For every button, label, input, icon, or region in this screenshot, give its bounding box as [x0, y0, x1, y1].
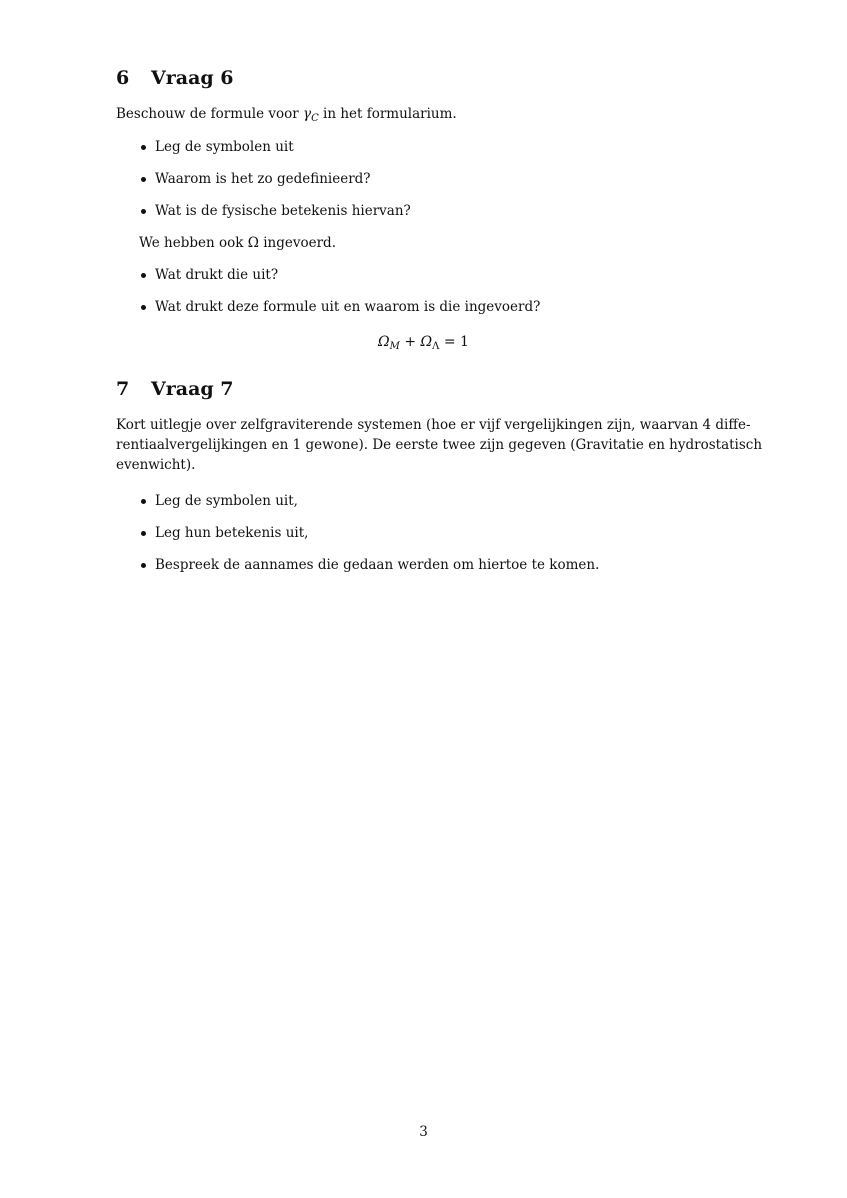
paragraph-line: rentiaalvergelijkingen en 1 gewone). De eerste twee zijn gegeven (Gravitatie en hydrostatisch — [116, 437, 763, 453]
omega-symbol: Ω — [420, 334, 433, 350]
omega-lambda-term — [421, 334, 440, 350]
bullet-icon — [141, 273, 146, 278]
section-7-number: 7 — [116, 378, 130, 400]
section-6-intro-before: Beschouw de formule voor — [116, 106, 303, 122]
section-6-bullets-a — [139, 137, 411, 233]
gamma-symbol: γ — [302, 106, 312, 122]
list-item — [139, 169, 411, 201]
paragraph-line: Kort uitlegje over zelfgraviterende systemen (hoe er vijf vergelijkingen zijn, waarvan 4 diffe- — [116, 417, 751, 433]
bullet-icon — [141, 209, 146, 214]
paragraph-line: evenwicht). — [116, 457, 196, 473]
section-7-bullets — [139, 491, 599, 587]
plus-operator: + — [399, 334, 421, 350]
omega-m-subscript: M — [389, 341, 400, 352]
list-item-text: Waarom is het zo gedefinieerd? — [155, 171, 371, 187]
section-6-title: Vraag 6 — [151, 67, 234, 89]
list-item-text: Bespreek de aannames die gedaan werden om hiertoe te komen. — [155, 557, 600, 573]
section-6-middle-text: We hebben ook Ω ingevoerd. — [139, 235, 336, 251]
bullet-icon — [141, 531, 146, 536]
section-6-bullets-b — [139, 265, 540, 329]
list-item — [139, 297, 540, 329]
list-item-text: Wat is de fysische betekenis hiervan? — [155, 203, 411, 219]
list-item-text: Wat drukt deze formule uit en waarom is die ingevoerd? — [155, 299, 541, 315]
section-7-heading — [116, 377, 234, 401]
bullet-icon — [141, 563, 146, 568]
section-7-title: Vraag 7 — [151, 378, 234, 400]
bullet-icon — [141, 499, 146, 504]
list-item-text: Leg hun betekenis uit, — [155, 525, 309, 541]
omega-m-term — [378, 334, 400, 350]
bullet-icon — [141, 305, 146, 310]
equation-rhs: = 1 — [439, 334, 469, 350]
page-number: 3 — [419, 1124, 428, 1140]
section-6-number: 6 — [116, 67, 130, 89]
list-item — [139, 137, 411, 169]
list-item-text: Leg de symbolen uit — [155, 139, 294, 155]
list-item — [139, 201, 411, 233]
section-6-heading — [116, 66, 234, 90]
list-item-text: Wat drukt die uit? — [155, 267, 279, 283]
omega-equation — [0, 332, 847, 357]
section-6-intro-after: in het formularium. — [318, 106, 457, 122]
list-item — [139, 523, 599, 555]
omega-symbol: Ω — [378, 334, 390, 350]
bullet-icon — [141, 145, 146, 150]
section-6-intro — [116, 104, 736, 129]
gamma-subscript: C — [311, 113, 319, 124]
list-item — [139, 491, 599, 523]
list-item — [139, 265, 540, 297]
list-item-text: Leg de symbolen uit, — [155, 493, 298, 509]
list-item — [139, 555, 599, 587]
omega-lambda-subscript: Λ — [432, 341, 440, 352]
bullet-icon — [141, 177, 146, 182]
section-7-paragraph — [116, 415, 763, 475]
gamma-c-symbol — [303, 106, 319, 122]
